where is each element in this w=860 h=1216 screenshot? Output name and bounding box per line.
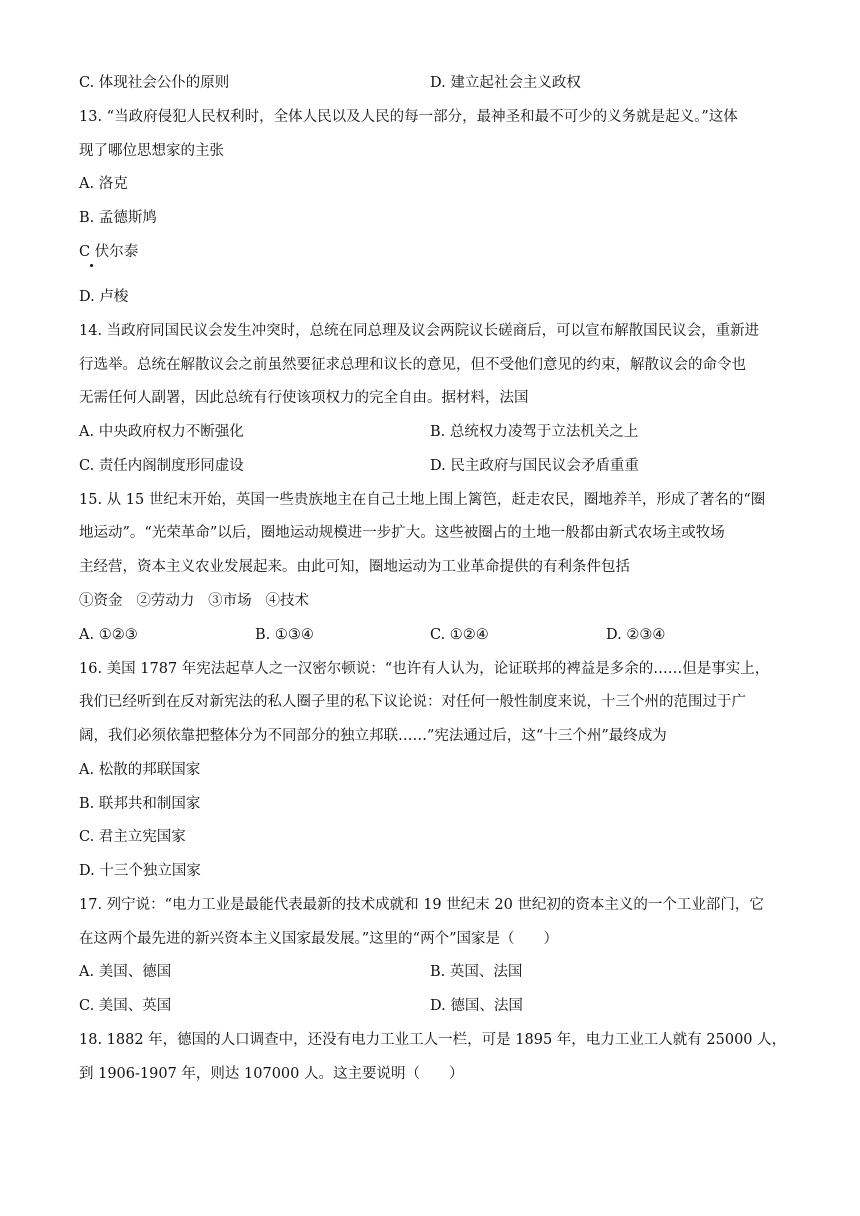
q17-option-a: A. 美国、德国: [79, 964, 172, 980]
q15-option-b: B. ①③④: [255, 627, 314, 643]
q14-stem-line-1: 14. 当政府同国民议会发生冲突时，总统在同总理及议会两院议长磋商后，可以宣布解散国民议会，重新进: [79, 323, 760, 339]
q13-option-d: D. 卢梭: [79, 289, 129, 305]
q14-stem-line-2: 行选举。总统在解散议会之前虽然要征求总理和议长的意见，但不受他们意见的约束，解散议会的命令也: [79, 357, 746, 373]
q15-stem-line-2: 地运动”。“光荣革命”以后，圈地运动规模进一步扩大。这些被圈占的土地一般都由新式农场主或牧场: [79, 525, 725, 541]
q16-stem-line-2: 我们已经听到在反对新宪法的私人圈子里的私下议论说：对任何一般性制度来说，十三个州的范围过于广: [79, 694, 746, 710]
q15-option-d: D. ②③④: [606, 627, 666, 643]
q15-stem-line-1: 15. 从 15 世纪末开始，英国一些贵族地主在自己土地上围上篱笆，赶走农民，圈地养羊，形成了著名的“圈: [79, 492, 766, 508]
q16-stem-line-3: 阔，我们必须依靠把整体分为不同部分的独立邦联……”宪法通过后，这“十三个州”最终成为: [79, 728, 667, 744]
q15-option-a: A. ①②③: [79, 627, 138, 643]
q15-items: ①资金 ②劳动力 ③市场 ④技术: [79, 593, 309, 609]
q14-stem-line-3: 无需任何人副署，因此总统有行使该项权力的完全自由。据材料，法国: [79, 390, 529, 406]
q17-stem-line-1: 17. 列宁说：“电力工业是最能代表最新的技术成就和 19 世纪末 20 世纪初的资本主义的一个工业部门，它: [79, 897, 764, 913]
q13-option-a: A. 洛克: [79, 176, 128, 192]
q15-stem-line-3: 主经营，资本主义农业发展起来。由此可知，圈地运动为工业革命提供的有利条件包括: [79, 559, 630, 575]
q13-option-b: B. 孟德斯鸠: [79, 210, 157, 226]
q17-option-c: C. 美国、英国: [79, 998, 172, 1014]
q13-stem-line-2: 现了哪位思想家的主张: [79, 143, 224, 159]
q17-stem-line-2: 在这两个最先进的新兴资本主义国家最发展。”这里的“两个”国家是（ ）: [79, 931, 558, 947]
q13-option-c: C 伏尔泰: [79, 244, 139, 260]
q16-option-d: D. 十三个独立国家: [79, 863, 201, 879]
q12-option-c: C. 体现社会公仆的原则: [79, 75, 230, 91]
q17-option-d: D. 德国、法国: [430, 998, 523, 1014]
q15-option-c: C. ①②④: [430, 627, 489, 643]
period-mark: [90, 264, 93, 267]
q16-option-b: B. 联邦共和制国家: [79, 796, 201, 812]
q14-option-d: D. 民主政府与国民议会矛盾重重: [430, 458, 639, 474]
q14-option-a: A. 中央政府权力不断强化: [79, 424, 244, 440]
q12-option-d: D. 建立起社会主义政权: [430, 75, 581, 91]
q13-stem-line-1: 13. “当政府侵犯人民权利时，全体人民以及人民的每一部分，最神圣和最不可少的义务就是起义。”这体: [79, 109, 738, 125]
q14-option-b: B. 总统权力凌驾于立法机关之上: [430, 424, 639, 440]
q18-stem-line-1: 18. 1882 年，德国的人口调查中，还没有电力工业工人一栏，可是 1895 年，电力工业工人就有 25000 人，: [79, 1032, 787, 1048]
q16-option-a: A. 松散的邦联国家: [79, 762, 201, 778]
q18-stem-line-2: 到 1906-1907 年，则达 107000 人。这主要说明（ ）: [79, 1066, 464, 1082]
q16-option-c: C. 君主立宪国家: [79, 829, 186, 845]
q16-stem-line-1: 16. 美国 1787 年宪法起草人之一汉密尔顿说：“也许有人认为，论证联邦的裨益是多余的……但是事实上，: [79, 661, 770, 677]
q17-option-b: B. 英国、法国: [430, 964, 523, 980]
q14-option-c: C. 责任内阁制度形同虚设: [79, 458, 244, 474]
